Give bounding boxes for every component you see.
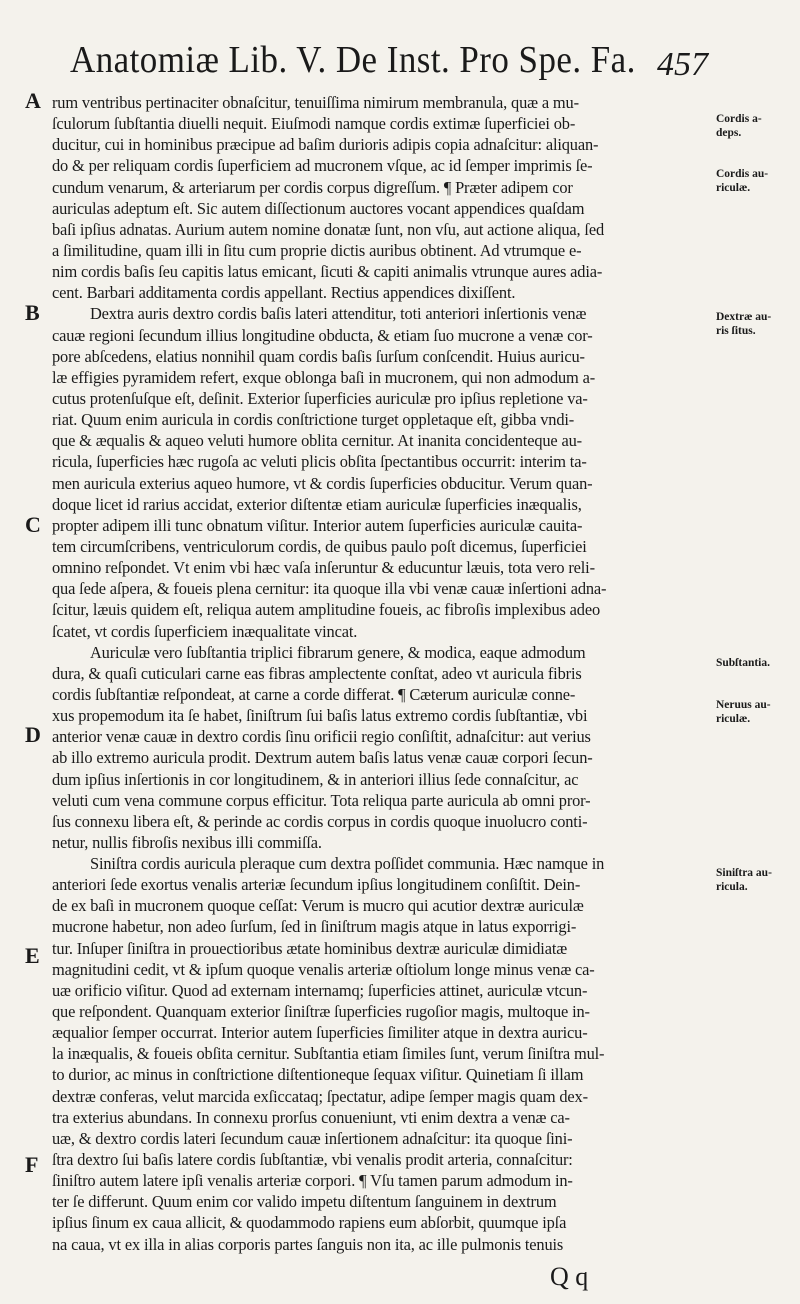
text-line: cutus protenſuſque eſt, deſinit. Exterior ſuperficies auriculæ pro ipſius repletione va- [52, 388, 588, 408]
text-line: æqualior ſemper occurrat. Interior autem ſuperficies ſimiliter atque in dextra auricu- [52, 1023, 588, 1043]
text-line: omnino reſpondet. Vt enim vbi hæc vaſa inſeruntur & educuntur læuis, tota vero reli- [52, 558, 595, 578]
page-number: 457 [657, 46, 708, 83]
text-line: netur, nullis fibroſis nexibus illi commiſſa. [52, 832, 322, 852]
text-line: de ex baſi in mucronem quoque ceſſat: Verum is mucro qui acutior dextræ auriculæ [52, 896, 584, 916]
text-line: anteriori ſede exortus venalis arteriæ ſecundum ipſius longitudinem conſiſtit. Dein- [52, 875, 581, 895]
text-line: que reſpondent. Quanquam exterior ſiniſtræ ſuperficies rugoſior magis, multoque in- [52, 1002, 590, 1022]
text-line: do & per reliquam cordis ſuperficiem ad mucronem vſque, ac id ſemper imprimis ſe- [52, 156, 593, 176]
text-line: cundum venarum, & arteriarum per cordis corpus digreſſum. ¶ Præter adipem cor [52, 177, 573, 197]
section-letter-e: E [25, 943, 40, 968]
text-line: dum ipſius inſertionis in cor longitudinem, & in anteriori illius ſede connaſcitur, ac [52, 769, 579, 789]
text-line: dextræ conferas, velut marcida exſiccataq; ſpectatur, adipe ſemper magis quam dex- [52, 1086, 588, 1106]
text-line: que & æqualis & aqueo veluti humore oblita cernitur. At inanita concidenteque au- [52, 431, 582, 451]
text-line: ricula, ſuperficies hæc rugoſa ac veluti plicis obſita ſpectantibus occurrit: interim ta- [52, 452, 587, 472]
text-line: ſiniſtro autem latere ipſi venalis arteriæ corpori. ¶ Vſu tamen parum admodum in- [52, 1171, 573, 1191]
section-letter-f: F [25, 1152, 39, 1177]
text-line: la inæqualis, & foueis obſita cernitur. Subſtantia etiam ſimiles ſunt, verum ſiniſtra mul- [52, 1044, 605, 1064]
text-line: Dextra auris dextro cordis baſis lateri attenditur, toti anteriori inſertionis venæ [90, 304, 587, 324]
text-line: ſcitur, læuis quidem eſt, reliqua autem amplitudine foueis, ac fibroſis implexibus adeo [52, 600, 601, 620]
text-line: uæ, & dextro cordis lateri ſecundum cauæ inſertionem adnaſcitur: ita quoque ſini- [52, 1128, 573, 1148]
text-line: ſus connexu libera eſt, & perinde ac cordis corpus in cordis quoque inuolucro conti- [52, 811, 588, 831]
text-line: ter ſe differunt. Quum enim cor valido impetu diſtentum ſanguinem in dextrum [52, 1192, 557, 1212]
text-line: xus propemodum ita ſe habet, ſiniſtrum ſui baſis latus extremo cordis ſubſtantiæ, vbi [52, 706, 588, 726]
text-line: auriculas adeptum eſt. Sic autem diſſectionum auctores vocant appendices quaſdam [52, 198, 585, 218]
text-line: Auriculæ vero ſubſtantia triplici fibrarum genere, & modica, eaque admodum [90, 642, 586, 662]
text-line: ipſius ſinum ex caua allicit, & quodammodo rapiens eum abſorbit, quumque ipſa [52, 1213, 567, 1233]
text-line: rum ventribus pertinaciter obnaſcitur, tenuiſſima nimirum membranula, quæ a mu- [52, 93, 579, 112]
text-line: Siniſtra cordis auricula pleraque cum dextra poſſidet communia. Hæc namque in [90, 854, 605, 874]
text-line: veluti cum vena commune corpus efficitur. Tota reliqua parte auricula ab omni pror- [52, 790, 591, 810]
text-line: propter adipem illi tunc obnatum viſitur. Interior autem ſuperficies auriculæ cauita- [52, 515, 583, 535]
text-line: doque licet id rarius accidat, exterior diſtentæ etiam auriculæ ſuperficies inæqualis, [52, 494, 582, 514]
section-letter-b: B [25, 300, 40, 325]
text-line: riat. Quum enim auricula in cordis conſtrictione turget oppletaque eſt, gibba vndi- [52, 410, 575, 430]
text-line: anterior venæ cauæ in dextro cordis ſinu orificii regio conſiſtit, adnaſcitur: aut verius [52, 727, 591, 747]
text-line: ab illo extremo auricula prodit. Dextrum autem baſis latus venæ cauæ corpori ſecun- [52, 748, 593, 768]
text-line: to durior, ac minus in conſtrictione diſtentioneque ſequax viſitur. Quinetiam ſi illam [52, 1065, 584, 1085]
text-line: cent. Barbari additamenta cordis appellant. Rectius appendices dixiſſent. [52, 283, 516, 303]
text-line: dura, & quaſi cuticulari carne eas fibras amplectente conſtat, adeo vt auricula fibris [52, 663, 582, 683]
section-letter-d: D [25, 722, 41, 747]
text-line: læ effigies pyramidem refert, exque oblonga baſi in mucronem, qui non admodum a- [52, 367, 596, 387]
body-text [52, 92, 712, 1276]
text-line: na caua, vt ex illa in alias corporis partes ſanguis non ita, ac ille pulmonis tenuis [52, 1234, 564, 1254]
text-line: ſcatet, vt cordis ſuperficiem inæqualitate vincat. [52, 621, 358, 641]
text-line: uæ orificio viſitur. Quod ad externam internamq; ſuperficies attinet, auriculæ vtcun- [52, 980, 588, 1000]
text-line: baſi ipſius adnatas. Aurium autem nomine donatæ ſunt, non vſu, aut actione aliqua, ſed [52, 219, 605, 239]
text-line: tem circumſcribens, ventriculorum cordis, de quibus paulo poſt dicemus, ſuperficiei [52, 536, 587, 556]
text-line: qua ſede aſpera, & foueis plena cernitur: ita quoque illa vbi venæ cauæ inſertioni adna- [52, 579, 607, 599]
text-line: nim cordis baſis ſeu capitis latus emicant, ſicuti & capiti animalis vtrunque aures adia- [52, 262, 603, 282]
page-header [70, 38, 710, 98]
text-line: a ſimilitudine, quam illi in ſitu cum proprie dictis auribus obtinent. Ad vtrumque e- [52, 240, 582, 260]
margin-note: Neruus au- riculæ. [716, 699, 771, 725]
text-line [52, 1255, 712, 1276]
section-letter-a: A [25, 88, 41, 113]
running-title: Anatomiæ Lib. V. De Inst. Pro Spe. Fa. [70, 39, 636, 81]
margin-note: Siniſtra au- ricula. [716, 867, 772, 893]
margin-note: Dextræ au- ris ſitus. [716, 311, 772, 337]
text-line: men auricula exterius aqueo humore, vt & cordis ſuperficies obducitur. Verum quan- [52, 473, 593, 493]
text-line: ſtra dextro ſui baſis latere cordis ſubſtantiæ, vbi venalis prodit arteria, connaſcitur: [52, 1150, 573, 1170]
margin-note: Cordis a- deps. [716, 113, 762, 139]
signature-mark: Q q [550, 1262, 589, 1291]
margin-note: Cordis au- riculæ. [716, 168, 769, 194]
text-line: ducitur, cui in hominibus præcipue ad baſim durioris adipis copia adnaſcitur: aliquan- [52, 135, 599, 155]
text-line: tra exterius abundans. In connexu prorſus conueniunt, vti enim dextra a venæ ca- [52, 1107, 570, 1127]
text-line: cauæ regioni ſecundum illius longitudine obducta, & etiam ſuo mucrone a venæ cor- [52, 325, 593, 345]
text-line: magnitudini cedit, vt & ipſum quoque venalis arteriæ oſtiolum longe minus venæ ca- [52, 959, 595, 979]
text-line: mucrone habetur, non adeo ſurſum, ſed in ſiniſtrum magis atque in latus exporrigi- [52, 917, 577, 937]
text-line: tur. Inſuper ſiniſtra in prouectioribus ætate hominibus dextræ auriculæ dimidiatæ [52, 938, 567, 958]
text-line: ſculorum ſubſtantia diuelli nequit. Eiuſmodi namque cordis extimæ ſuperficiei ob- [52, 114, 576, 134]
text-line: pore abſcedens, elatius nonnihil quam cordis baſis ſurſum conſcendit. Huius auricu- [52, 346, 585, 366]
section-letter-c: C [25, 512, 41, 537]
text-line: cordis ſubſtantiæ reſpondeat, at carne a corde differat. ¶ Cæterum auriculæ conne- [52, 684, 576, 704]
margin-note: Subſtantia. [716, 657, 771, 669]
